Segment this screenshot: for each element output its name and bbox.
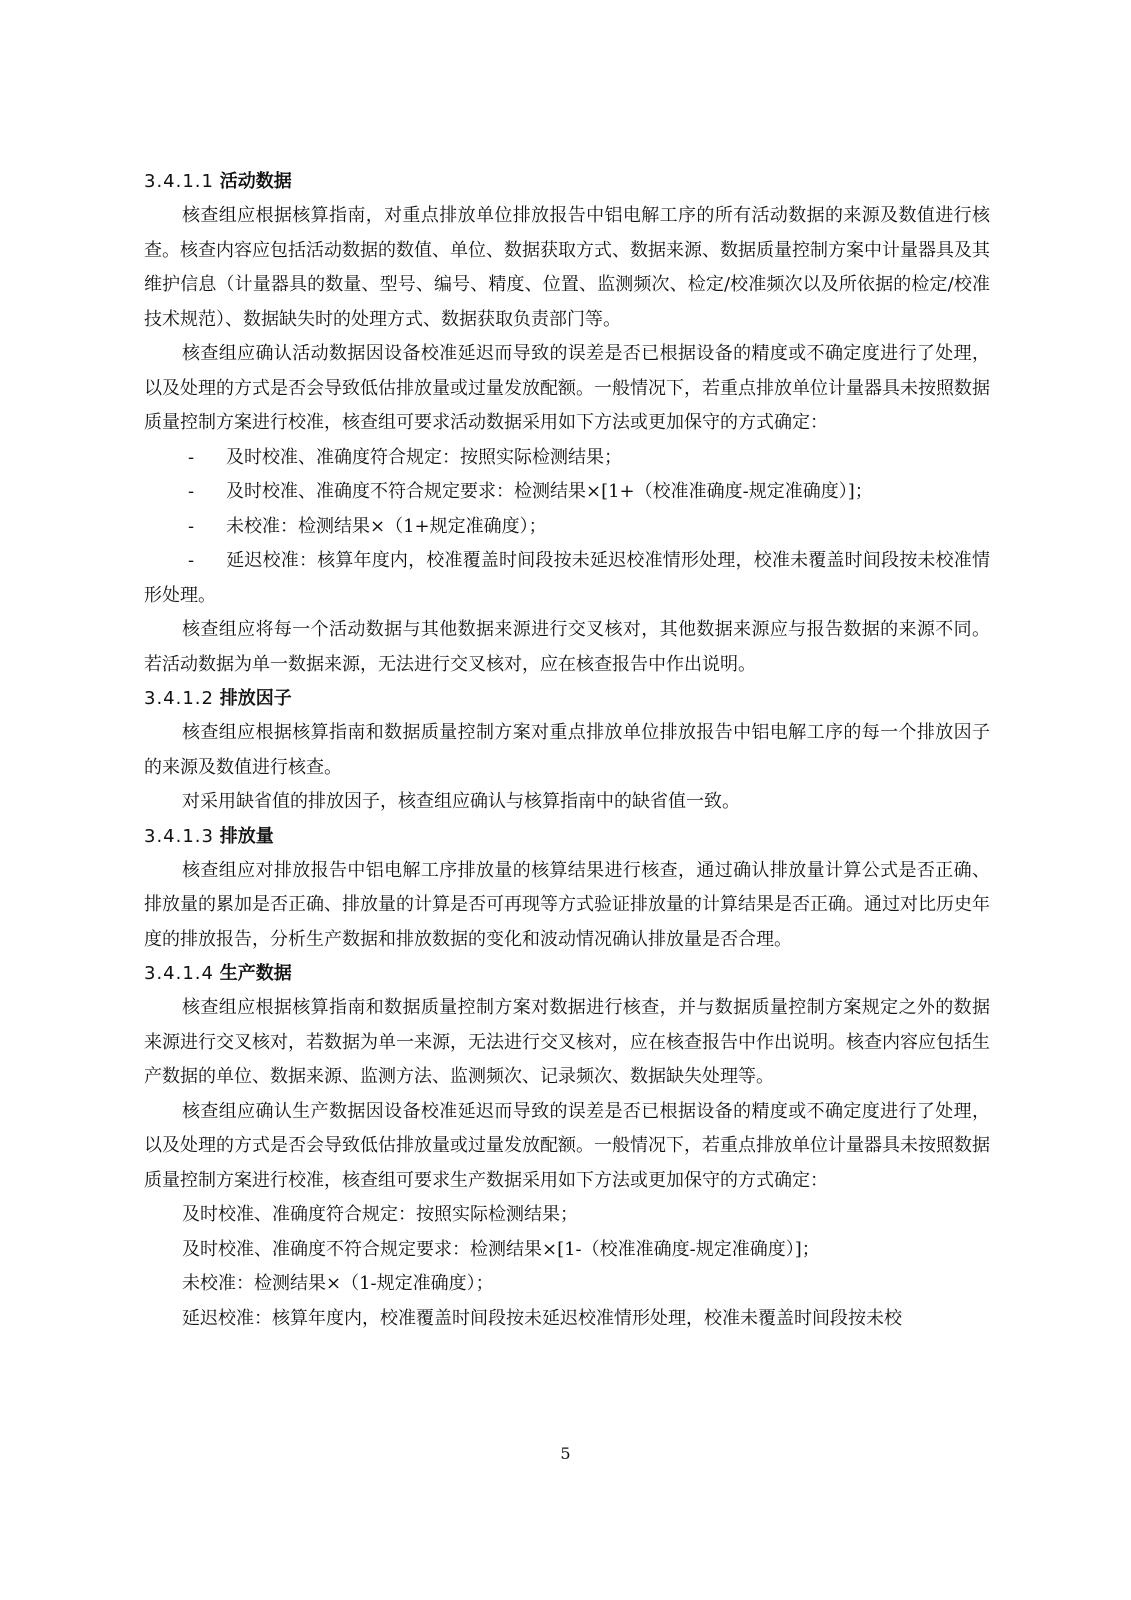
section-number: 3.4.1.1 <box>144 171 214 192</box>
list-item <box>144 510 990 545</box>
section-heading-emission-factor <box>144 682 990 716</box>
section-title: 生产数据 <box>219 963 292 984</box>
section-heading-production-data <box>144 957 990 991</box>
list-bullet: - <box>188 515 195 537</box>
paragraph: 核查组应将每一个活动数据与其他数据来源进行交叉核对，其他数据来源应与报告数据的来源不同。若活动数据为单一数据来源，无法进行交叉核对，应在核查报告中作出说明。 <box>144 619 990 675</box>
section-title: 排放量 <box>219 825 274 847</box>
list-bullet: - <box>188 446 195 468</box>
paragraph: 核查组应确认生产数据因设备校准延迟而导致的误差是否已根据设备的精度或不确定度进行了处理，以及处理的方式是否会导致低估排放量或过量发放配额。一般情况下，若重点排放单位计量器具未按照数据质量控制方案进行校准，核查组可要求生产数据采用如下方法或更加保守的方式确定： <box>144 1100 990 1191</box>
section-heading-emissions <box>144 820 990 854</box>
list-item: 及时校准、准确度符合规定：按照实际检测结果； <box>182 1204 578 1225</box>
section-heading-activity-data <box>144 165 990 199</box>
list-item <box>144 544 990 613</box>
paragraph: 核查组应根据核算指南和数据质量控制方案对数据进行核查，并与数据质量控制方案规定之外的数据来源进行交叉核对，若数据为单一来源，无法进行交叉核对，应在核查报告中作出说明。核查内容应包括生产数据的单位、数据来源、监测方法、监测频次、记录频次、数据缺失处理等。 <box>144 997 990 1087</box>
list-item-text: 及时校准、准确度符合规定：按照实际检测结果； <box>226 446 622 468</box>
section-number: 3.4.1.2 <box>144 688 214 709</box>
paragraph: 核查组应根据核算指南和数据质量控制方案对重点排放单位排放报告中铝电解工序的每一个排放因子的来源及数值进行核查。 <box>144 722 990 778</box>
list-item: 未校准：检测结果×（1-规定准确度）； <box>182 1273 494 1294</box>
paragraph: 核查组应根据核算指南，对重点排放单位排放报告中铝电解工序的所有活动数据的来源及数值进行核查。核查内容应包括活动数据的数值、单位、数据获取方式、数据来源、数据质量控制方案中计量器具及其维护信息（计量器具的数量、型号、编号、精度、位置、监测频次、检定/校准频次以及所依据的检定/校准技术规范）、数据缺失时的处理方式、数据获取负责部门等。 <box>144 205 990 330</box>
paragraph: 对采用缺省值的排放因子，核查组应确认与核算指南中的缺省值一致。 <box>182 791 740 812</box>
list-item: 延迟校准：核算年度内，校准覆盖时间段按未延迟校准情形处理，校准未覆盖时间段按未校 <box>182 1307 902 1329</box>
list-item <box>144 441 990 476</box>
list-item: 及时校准、准确度不符合规定要求：检测结果×[1-（校准准确度-规定准确度）]； <box>182 1238 820 1260</box>
section-number: 3.4.1.3 <box>144 825 214 847</box>
list-item-text: 延迟校准：核算年度内，校准覆盖时间段按未延迟校准情形处理，校准未覆盖时间段按未校准情形处理。 <box>144 550 990 606</box>
paragraph: 核查组应确认活动数据因设备校准延迟而导致的误差是否已根据设备的精度或不确定度进行了处理，以及处理的方式是否会导致低估排放量或过量发放配额。一般情况下，若重点排放单位计量器具未按照数据质量控制方案进行校准，核查组可要求活动数据采用如下方法或更加保守的方式确定： <box>144 343 990 433</box>
page-number: 5 <box>560 1444 571 1463</box>
section-title: 活动数据 <box>219 171 292 192</box>
list-item <box>144 475 990 510</box>
list-bullet: - <box>188 481 195 502</box>
paragraph: 核查组应对排放报告中铝电解工序排放量的核算结果进行核查，通过确认排放量计算公式是否正确、排放量的累加是否正确、排放量的计算是否可再现等方式验证排放量的计算结果是否正确。通过对比历史年度的排放报告，分析生产数据和排放数据的变化和波动情况确认排放量是否合理。 <box>144 859 990 950</box>
section-title: 排放因子 <box>219 688 292 709</box>
document-body <box>144 165 990 1336</box>
list-bullet: - <box>188 550 195 571</box>
section-number: 3.4.1.4 <box>144 963 214 984</box>
list-item-text: 未校准：检测结果×（1+规定准确度）； <box>226 515 547 537</box>
list-item-text: 及时校准、准确度不符合规定要求：检测结果×[1+（校准准确度-规定准确度）]； <box>226 481 873 502</box>
